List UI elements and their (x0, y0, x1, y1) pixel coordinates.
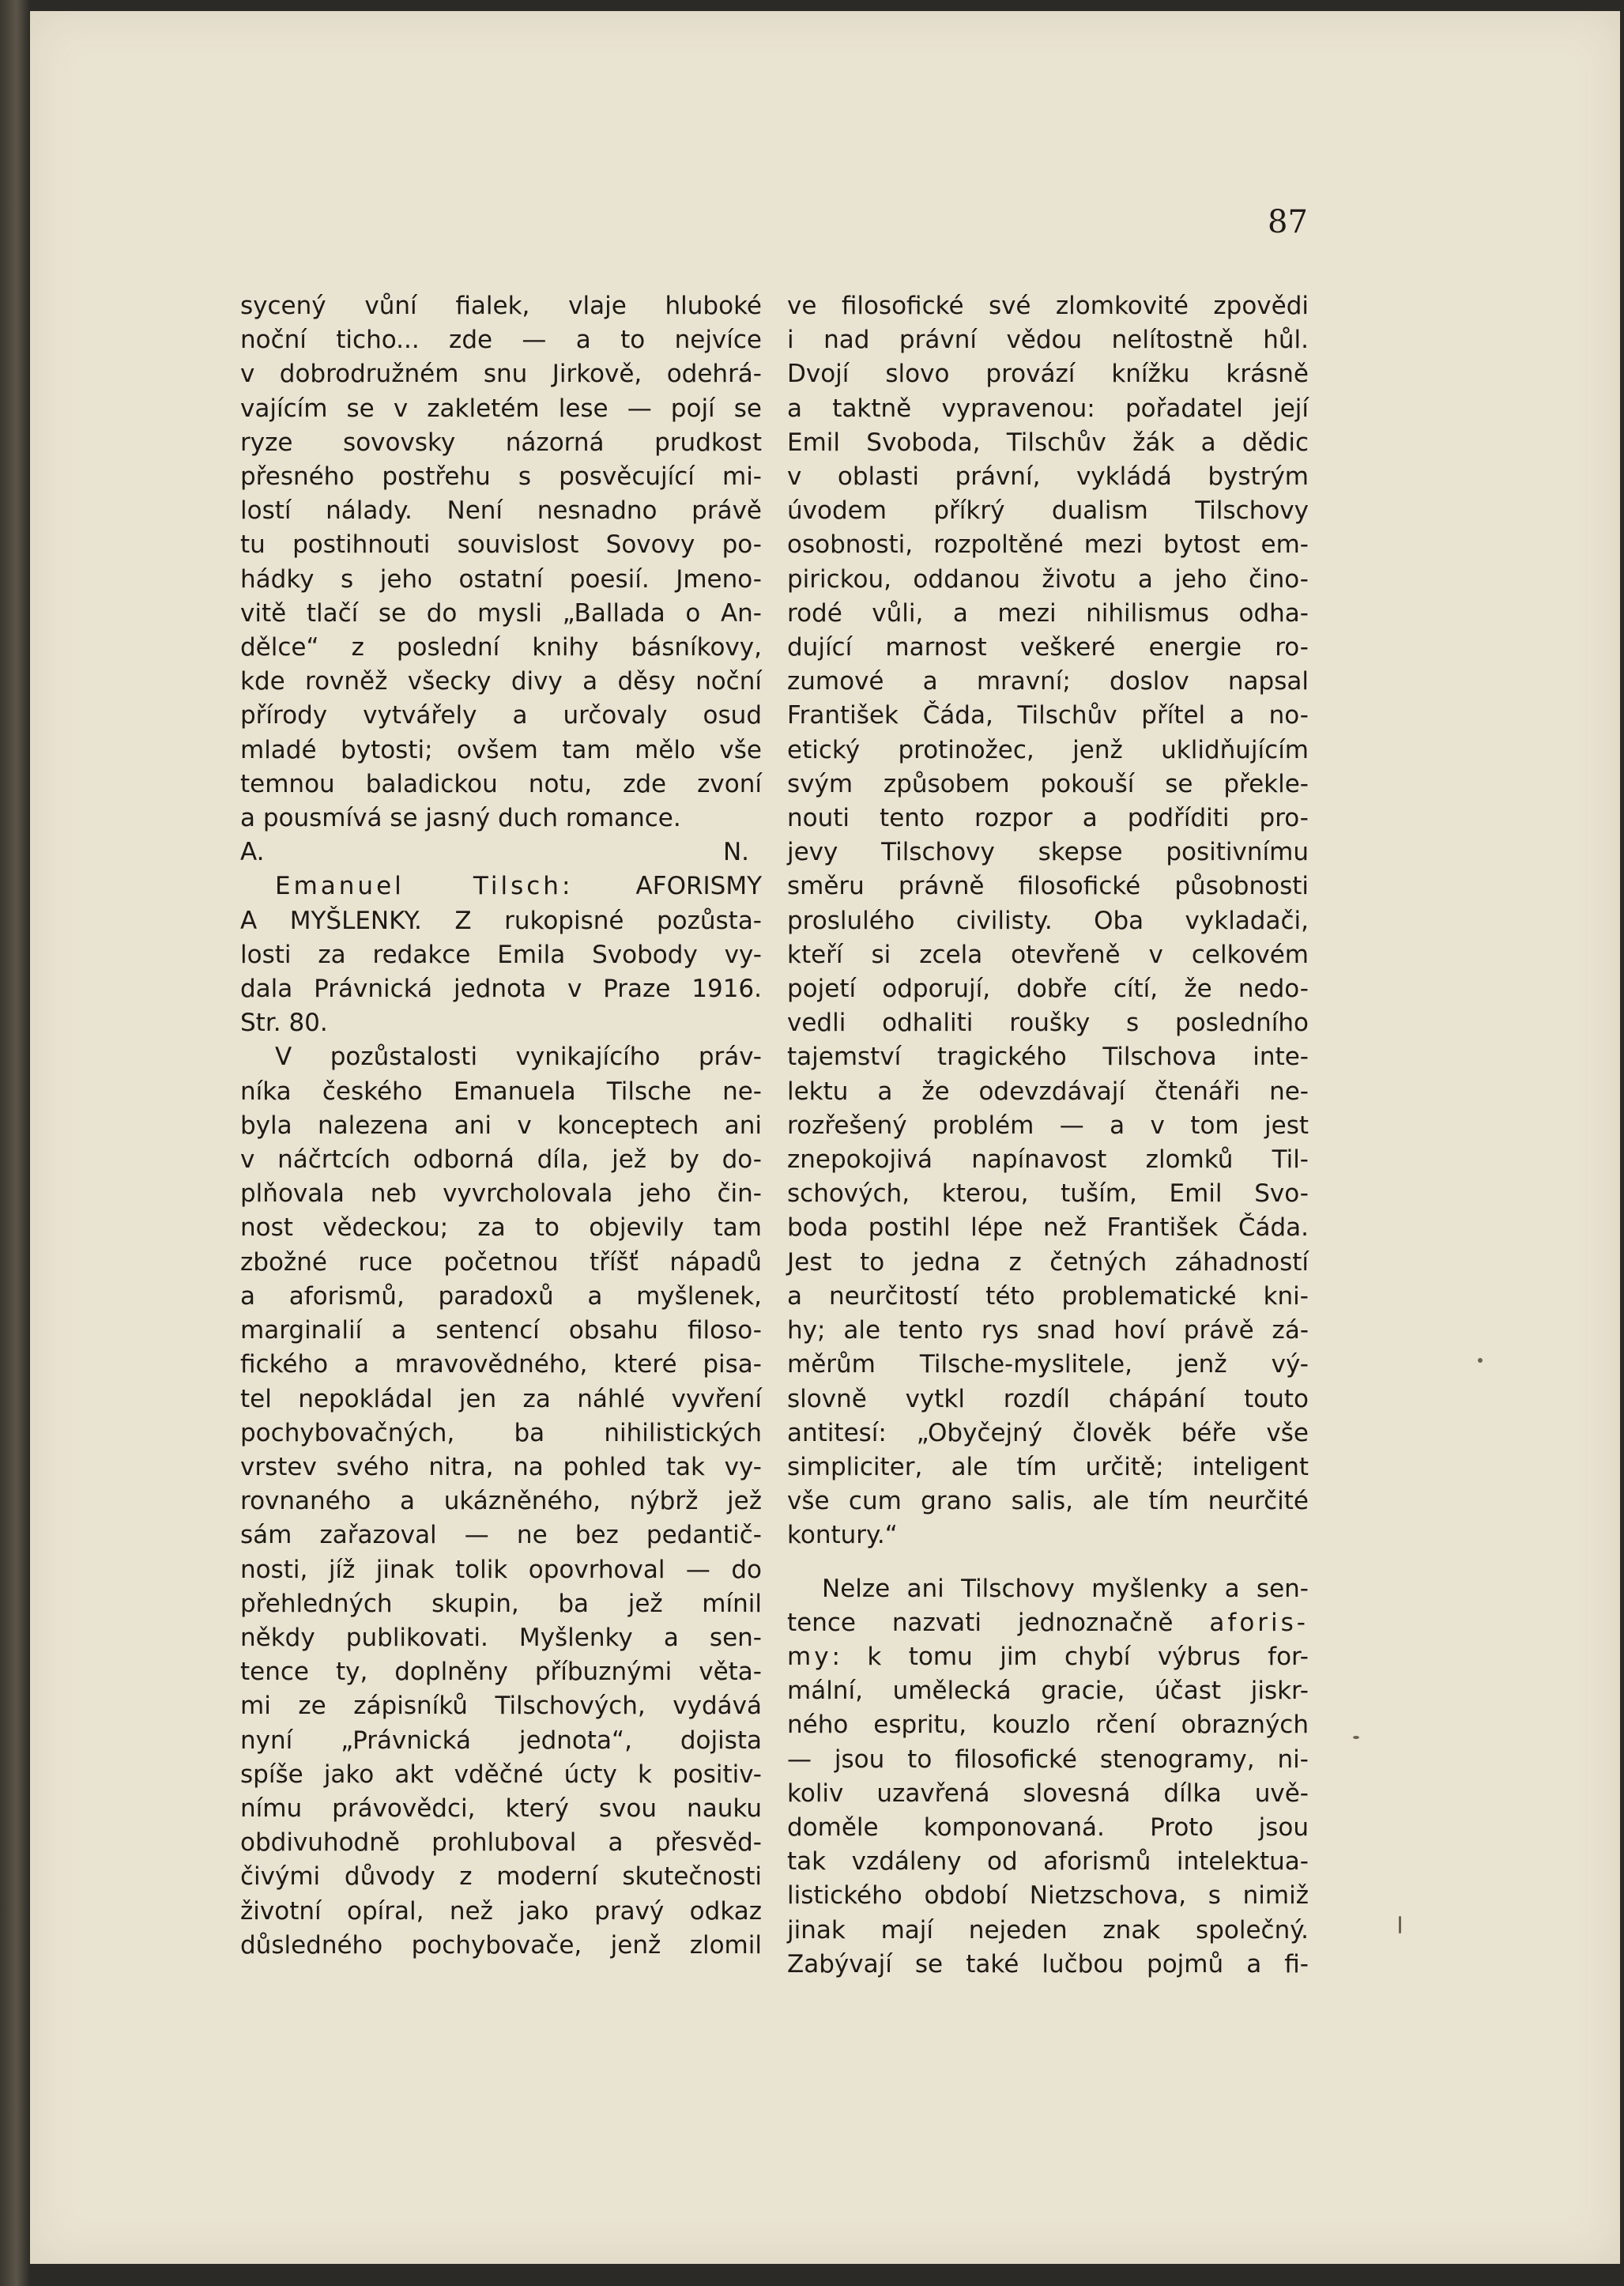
text-line: směru právně filosofické působnosti (787, 872, 1309, 901)
text-line: pirickou, oddanou životu a jeho čino- (787, 564, 1309, 594)
text-line: v dobrodružném snu Jirkově, odehrá- (240, 360, 762, 389)
text-line: slovně vytkl rozdíl chápání touto (787, 1384, 1309, 1413)
text-line: svým způsobem pokouší se překle- (787, 769, 1309, 798)
text-line: vedli odhaliti roušky s posledního (787, 1009, 1309, 1038)
text-line: marginalií a sentencí obsahu filoso- (240, 1316, 762, 1345)
text-line: obdivuhodně prohluboval a přesvěd- (240, 1828, 762, 1858)
text-line: nouti tento rozpor a podříditi pro- (787, 804, 1309, 833)
text-line: v oblasti právní, vykládá bystrým (787, 462, 1309, 492)
text-line: byla nalezena ani v konceptech ani (240, 1111, 762, 1140)
text-line: a pousmívá se jasný duch romance. (240, 804, 681, 833)
text-line: níka českého Emanuela Tilsche ne- (240, 1077, 762, 1106)
page-number: 87 (1268, 204, 1308, 240)
text-line: sycený vůní fialek, vlaje hluboké (240, 292, 762, 320)
text-line (787, 1606, 1309, 1640)
text-line: listického období Nietzschova, s nimiž (787, 1881, 1309, 1911)
text-line: životní opíral, než jako pravý odkaz (240, 1896, 762, 1926)
text-line: osobnosti, rozpoltěné mezi bytost em- (787, 530, 1309, 560)
text-line: kteří si zcela otevřeně v celkovém (787, 940, 1309, 969)
text-line: přírody vytvářely a určovaly osud (240, 701, 762, 730)
review-signature: A. N. (240, 838, 749, 867)
text-line: čivými důvody z moderní skutečnosti (240, 1862, 762, 1892)
text-line: kontury.“ (787, 1521, 898, 1550)
text-line: lostí nálady. Není nesnadno právě (240, 496, 762, 526)
text-line: nyní „Právnická jednota“, dojista (240, 1726, 762, 1755)
text-line: lektu a že odevzdávají čtenáři ne- (787, 1077, 1309, 1106)
review-author: Emanuel Tilsch (275, 872, 562, 901)
text-line: zumové a mravní; doslov napsal (787, 667, 1309, 696)
text-line: důsledného pochybovače, jenž zlomil (240, 1930, 762, 1960)
text-line: ve filosofické své zlomkovité zpovědi (787, 292, 1309, 320)
right-column (787, 289, 1309, 1982)
review-title: : AFORISMY (561, 872, 763, 901)
text-line: úvodem příkrý dualism Tilschovy (787, 496, 1309, 526)
review-heading-line: losti za redakce Emila Svobody vy- (240, 940, 762, 969)
text-line: vše cum grano salis, ale tím neurčité (787, 1487, 1309, 1516)
text-line: hádky s jeho ostatní poesií. Jmeno- (240, 564, 762, 594)
text-line: antitesí: „Obyčejný člověk béře vše (787, 1418, 1309, 1447)
text-line: i nad právní vědou nelítostně hůl. (787, 326, 1309, 355)
text-line: jinak mají nejeden znak společný. (787, 1915, 1309, 1945)
text-run: tence nazvati jednoznačně (787, 1608, 1210, 1637)
spaced-word: aforis- (1209, 1608, 1309, 1637)
review-heading-line (240, 870, 762, 903)
right-paragraph-1 (787, 289, 1309, 1553)
text-line: jevy Tilschovy skepse positivnímu (787, 838, 1309, 867)
text-line: nost vědeckou; za to objevily tam (240, 1213, 762, 1243)
text-line: tence ty, doplněny příbuznými věta- (240, 1658, 762, 1687)
text-line: mální, umělecká gracie, účast jiskr- (787, 1677, 1309, 1706)
book-binding-edge (0, 0, 30, 2286)
text-line: proslulého civilisty. Oba vykladači, (787, 906, 1309, 935)
text-line: doměle komponovaná. Proto jsou (787, 1813, 1309, 1842)
right-paragraph-2 (787, 1572, 1309, 1982)
text-line: dující marnost veškeré energie ro- (787, 633, 1309, 662)
text-line: v náčrtcích odborná díla, jež by do- (240, 1145, 762, 1175)
text-line: ryze sovovsky názorná prudkost (240, 428, 762, 457)
text-line: kde rovněž všecky divy a děsy noční (240, 667, 762, 696)
text-line: znepokojivá napínavost zlomků Til- (787, 1145, 1309, 1175)
text-line: simpliciter, ale tím určitě; inteligent (787, 1452, 1309, 1481)
text-line (787, 1640, 1309, 1674)
text-line: přehledných skupin, ba jež mínil (240, 1589, 762, 1618)
text-line: Zabývají se také lučbou pojmů a fi- (787, 1949, 1309, 1979)
text-line: a taktně vypravenou: pořadatel její (787, 394, 1309, 423)
text-line: Dvojí slovo provází knížku krásně (787, 360, 1309, 389)
text-line: nosti, jíž jinak tolik opovrhoval — do (240, 1555, 762, 1584)
text-line: etický protinožec, jenž uklidňujícím (787, 735, 1309, 764)
text-line: a neurčitostí této problematické kni- (787, 1281, 1309, 1311)
text-line: František Čáda, Tilschův přítel a no- (787, 701, 1309, 730)
text-line: rozřešený problém — a v tom jest (787, 1111, 1309, 1140)
left-column (240, 289, 762, 1963)
text-line: plňovala neb vyvrcholovala jeho čin- (240, 1179, 762, 1209)
text-line: pojetí odporují, dobře cítí, že nedo- (787, 975, 1309, 1004)
text-line: tak vzdáleny od aforismů intelektua- (787, 1847, 1309, 1877)
text-line: V pozůstalosti vynikajícího práv- (275, 1043, 762, 1072)
text-line: rovnaného a ukázněného, nýbrž jež (240, 1487, 762, 1516)
text-line: spíše jako akt vděčné úcty k positiv- (240, 1760, 762, 1789)
text-line: noční ticho... zde — a to nejvíce (240, 326, 762, 355)
text-line: vajícím se v zakletém lese — pojí se (240, 394, 762, 423)
text-line: vrstev svého nitra, na pohled tak vy- (240, 1452, 762, 1481)
review-heading-line: Str. 80. (240, 1009, 328, 1038)
text-line: fického a mravovědného, které pisa- (240, 1350, 762, 1379)
text-line: mi ze zápisníků Tilschových, vydává (240, 1692, 762, 1721)
text-line: Emil Svoboda, Tilschův žák a dědic (787, 428, 1309, 457)
text-line: tu postihnouti souvislost Sovovy po- (240, 530, 762, 560)
text-line: Nelze ani Tilschovy myšlenky a sen- (822, 1574, 1309, 1603)
text-run: : k tomu jim chybí výbrus for- (831, 1642, 1309, 1671)
text-line: — jsou to filosofické stenogramy, ni- (787, 1745, 1309, 1774)
text-line: schových, kterou, tuším, Emil Svo- (787, 1179, 1309, 1209)
text-line: rodé vůli, a mezi nihilismus odha- (787, 598, 1309, 628)
review-heading (240, 870, 762, 1040)
print-speck (1478, 1358, 1483, 1363)
text-line: sám zařazoval — ne bez pedantič- (240, 1521, 762, 1550)
text-line: někdy publikovati. Myšlenky a sen- (240, 1623, 762, 1652)
review-heading-line: dala Právnická jednota v Praze 1916. (240, 975, 762, 1004)
print-speck (1353, 1736, 1359, 1739)
text-line: dělce“ z poslední knihy básníkovy, (240, 633, 762, 662)
text-line: vitě tlačí se do mysli „Ballada o An- (240, 598, 762, 628)
left-paragraph-2 (240, 1040, 762, 1962)
text-line: mladé bytosti; ovšem tam mělo vše (240, 735, 762, 764)
text-line: zbožné ruce početnou tříšť nápadů (240, 1247, 762, 1277)
text-line: koliv uzavřená slovesná dílka uvě- (787, 1779, 1309, 1808)
text-line: tajemství tragického Tilschova inte- (787, 1043, 1309, 1072)
text-line: nímu právovědci, který svou nauku (240, 1794, 762, 1823)
text-line: boda postihl lépe než František Čáda. (787, 1213, 1309, 1243)
text-line: měrům Tilsche-myslitele, jenž vý- (787, 1350, 1309, 1379)
text-line: hy; ale tento rys snad hoví právě zá- (787, 1316, 1309, 1345)
text-line: pochybovačných, ba nihilistických (240, 1418, 762, 1447)
text-line: ného espritu, kouzlo rčení obrazných (787, 1711, 1309, 1740)
print-speck (1399, 1916, 1401, 1933)
review-heading-line: A MYŠLENKY. Z rukopisné pozůsta- (240, 906, 762, 935)
text-line: temnou baladickou notu, zde zvoní (240, 769, 762, 798)
text-line: Jest to jedna z četných záhadností (787, 1247, 1309, 1277)
spaced-word: my (787, 1642, 832, 1671)
text-line: a aforismů, paradoxů a myšlenek, (240, 1281, 762, 1311)
text-line: přesného postřehu s posvěcující mi- (240, 462, 762, 492)
text-line: tel nepokládal jen za náhlé vyvření (240, 1384, 762, 1413)
left-paragraph-1 (240, 289, 762, 836)
paragraph-gap (787, 1553, 1309, 1572)
